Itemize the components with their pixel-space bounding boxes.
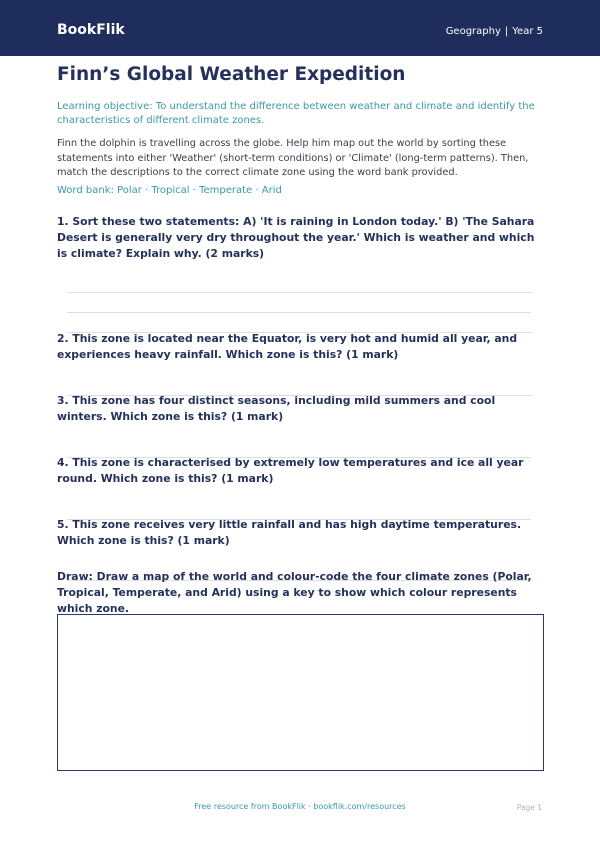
subject-year-label [446,26,543,37]
word-bank: Word bank: Polar · Tropical · Temperate · Arid [57,185,282,196]
footer-credit: Free resource from BookFlik · bookflik.com/resources [194,802,406,811]
header-bar [0,0,600,56]
question-1: 1. Sort these two statements: A) 'It is raining in London today.' B) 'The Sahara Desert is generally very dry throughout the year.' Which is weather and which is climate? Explain why. (2 marks) [57,215,535,260]
question-2: 2. This zone is located near the Equator, is very hot and humid all year, and experiences heavy rainfall. Which zone is this? (1 mark) [57,332,518,361]
answer-line[interactable] [67,312,531,313]
year-label: Year 5 [512,26,543,37]
page-number: Page 1 [516,803,542,812]
question-3: 3. This zone has four distinct seasons, including mild summers and cool winters. Which zone is this? (1 mark) [57,394,496,423]
learning-objective: Learning objective: To understand the difference between weather and climate and identify the characteristics of different climate zones. [57,101,535,126]
intro-paragraph: Finn the dolphin is travelling across the globe. Help him map out the world by sorting these statements into either 'Weather' (short-term conditions) or 'Climate' (long-term patterns). Then, match the descriptions to the correct climate zone using the word bank provided. [57,138,529,178]
subject-label: Geography [445,26,501,37]
brand-logo-text[interactable]: BookFlik [57,22,125,38]
question-4: 4. This zone is characterised by extremely low temperatures and ice all year round. Which zone is this? (1 mark) [57,456,524,485]
answer-line[interactable] [67,292,531,293]
question-5: 5. This zone receives very little rainfall and has high daytime temperatures. Which zone is this? (1 mark) [57,518,522,547]
draw-task: Draw: Draw a map of the world and colour-code the four climate zones (Polar, Tropical, Temperate, and Arid) using a key to show which colour represents which zone. [57,570,532,615]
subject-separator: | [504,26,509,37]
worksheet-title: Finn’s Global Weather Expedition [57,64,406,85]
drawing-area[interactable] [57,614,544,771]
